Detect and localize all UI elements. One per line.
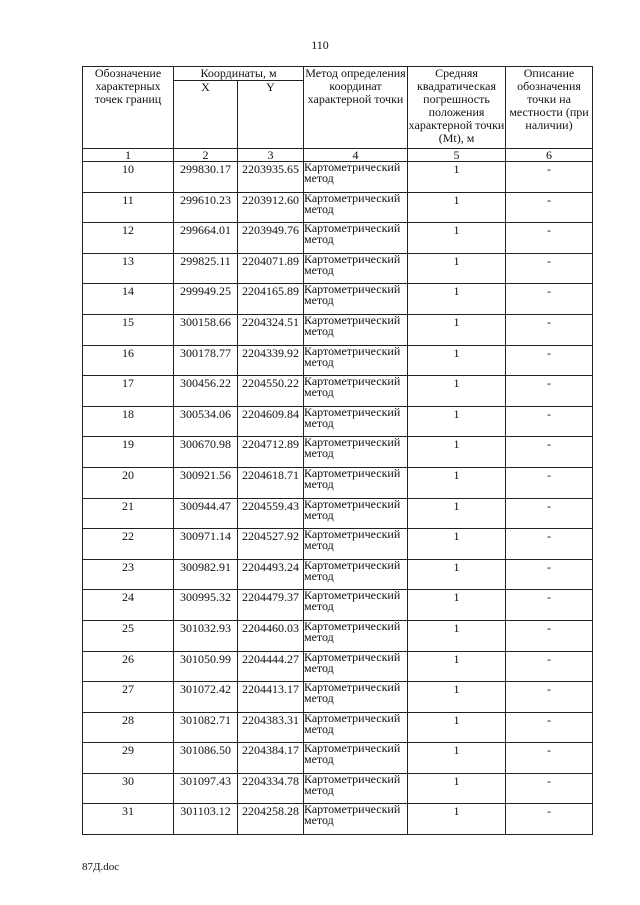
- x-coordinate-cell: 300982.91: [174, 559, 238, 590]
- table-row: [83, 773, 593, 804]
- table-row: [83, 620, 593, 651]
- y-coordinate-cell: 2203949.76: [238, 223, 304, 254]
- table-row: [83, 192, 593, 223]
- mean-error-cell: 1: [408, 498, 506, 529]
- point-id-cell: 25: [83, 620, 174, 651]
- method-cell: Картометрический метод: [304, 651, 408, 682]
- point-id-cell: 23: [83, 559, 174, 590]
- y-coordinate-cell: 2204559.43: [238, 498, 304, 529]
- point-id-cell: 29: [83, 743, 174, 774]
- footer-filename: 87Д.doc: [82, 861, 120, 873]
- x-coordinate-cell: 299825.11: [174, 253, 238, 284]
- header-description: Описание обозначения точки на местности (при наличии): [506, 67, 593, 149]
- table-row: [83, 712, 593, 743]
- point-id-cell: 21: [83, 498, 174, 529]
- mean-error-cell: 1: [408, 284, 506, 315]
- table-row: [83, 529, 593, 560]
- header-coordinates: Координаты, м: [174, 67, 304, 81]
- table-row: [83, 376, 593, 407]
- point-id-cell: 14: [83, 284, 174, 315]
- mean-error-cell: 1: [408, 620, 506, 651]
- x-coordinate-cell: 301082.71: [174, 712, 238, 743]
- point-id-cell: 18: [83, 406, 174, 437]
- y-coordinate-cell: 2204413.17: [238, 682, 304, 713]
- mean-error-cell: 1: [408, 529, 506, 560]
- y-coordinate-cell: 2204165.89: [238, 284, 304, 315]
- mean-error-cell: 1: [408, 223, 506, 254]
- table-row: [83, 437, 593, 468]
- table-row: [83, 590, 593, 621]
- y-coordinate-cell: 2204071.89: [238, 253, 304, 284]
- x-coordinate-cell: 300921.56: [174, 467, 238, 498]
- y-coordinate-cell: 2203912.60: [238, 192, 304, 223]
- description-cell: -: [506, 376, 593, 407]
- point-id-cell: 13: [83, 253, 174, 284]
- mean-error-cell: 1: [408, 682, 506, 713]
- mean-error-cell: 1: [408, 804, 506, 835]
- y-coordinate-cell: 2204479.37: [238, 590, 304, 621]
- point-id-cell: 26: [83, 651, 174, 682]
- table-row: [83, 284, 593, 315]
- mean-error-cell: 1: [408, 192, 506, 223]
- mean-error-cell: 1: [408, 314, 506, 345]
- x-coordinate-cell: 300670.98: [174, 437, 238, 468]
- y-coordinate-cell: 2204258.28: [238, 804, 304, 835]
- x-coordinate-cell: 299610.23: [174, 192, 238, 223]
- table-row: [83, 743, 593, 774]
- method-cell: Картометрический метод: [304, 406, 408, 437]
- method-cell: Картометрический метод: [304, 253, 408, 284]
- description-cell: -: [506, 712, 593, 743]
- point-id-cell: 20: [83, 467, 174, 498]
- mean-error-cell: 1: [408, 376, 506, 407]
- header-point-designation: Обозначение характерных точек границ: [83, 67, 174, 149]
- table-row: [83, 406, 593, 437]
- header-x: X: [174, 81, 238, 149]
- header-method: Метод определения координат характерной точки: [304, 67, 408, 149]
- y-coordinate-cell: 2204384.17: [238, 743, 304, 774]
- description-cell: -: [506, 437, 593, 468]
- point-id-cell: 17: [83, 376, 174, 407]
- description-cell: -: [506, 773, 593, 804]
- x-coordinate-cell: 301072.42: [174, 682, 238, 713]
- description-cell: -: [506, 804, 593, 835]
- method-cell: Картометрический метод: [304, 376, 408, 407]
- y-coordinate-cell: 2204383.31: [238, 712, 304, 743]
- point-id-cell: 22: [83, 529, 174, 560]
- description-cell: -: [506, 406, 593, 437]
- method-cell: Картометрический метод: [304, 529, 408, 560]
- y-coordinate-cell: 2204712.89: [238, 437, 304, 468]
- table-row: [83, 682, 593, 713]
- method-cell: Картометрический метод: [304, 498, 408, 529]
- x-coordinate-cell: 300456.22: [174, 376, 238, 407]
- description-cell: -: [506, 498, 593, 529]
- column-number: 1: [83, 149, 174, 162]
- y-coordinate-cell: 2204618.71: [238, 467, 304, 498]
- y-coordinate-cell: 2204339.92: [238, 345, 304, 376]
- point-id-cell: 31: [83, 804, 174, 835]
- point-id-cell: 24: [83, 590, 174, 621]
- column-number: 3: [238, 149, 304, 162]
- description-cell: -: [506, 743, 593, 774]
- mean-error-cell: 1: [408, 743, 506, 774]
- method-cell: Картометрический метод: [304, 345, 408, 376]
- method-cell: Картометрический метод: [304, 192, 408, 223]
- description-cell: -: [506, 192, 593, 223]
- column-number: 5: [408, 149, 506, 162]
- table-row: [83, 345, 593, 376]
- method-cell: Картометрический метод: [304, 284, 408, 315]
- y-coordinate-cell: 2204550.22: [238, 376, 304, 407]
- y-coordinate-cell: 2204444.27: [238, 651, 304, 682]
- x-coordinate-cell: 301032.93: [174, 620, 238, 651]
- description-cell: -: [506, 620, 593, 651]
- mean-error-cell: 1: [408, 559, 506, 590]
- method-cell: Картометрический метод: [304, 437, 408, 468]
- coordinates-table: [82, 66, 593, 835]
- mean-error-cell: 1: [408, 406, 506, 437]
- x-coordinate-cell: 299664.01: [174, 223, 238, 254]
- description-cell: -: [506, 162, 593, 193]
- mean-error-cell: 1: [408, 773, 506, 804]
- x-coordinate-cell: 300944.47: [174, 498, 238, 529]
- point-id-cell: 19: [83, 437, 174, 468]
- table-row: [83, 314, 593, 345]
- point-id-cell: 27: [83, 682, 174, 713]
- method-cell: Картометрический метод: [304, 743, 408, 774]
- y-coordinate-cell: 2204527.92: [238, 529, 304, 560]
- x-coordinate-cell: 300178.77: [174, 345, 238, 376]
- y-coordinate-cell: 2204609.84: [238, 406, 304, 437]
- x-coordinate-cell: 301097.43: [174, 773, 238, 804]
- table-row: [83, 498, 593, 529]
- method-cell: Картометрический метод: [304, 804, 408, 835]
- column-number: 2: [174, 149, 238, 162]
- header-y: Y: [238, 81, 304, 149]
- point-id-cell: 10: [83, 162, 174, 193]
- y-coordinate-cell: 2204460.03: [238, 620, 304, 651]
- table-row: [83, 559, 593, 590]
- x-coordinate-cell: 299830.17: [174, 162, 238, 193]
- method-cell: Картометрический метод: [304, 559, 408, 590]
- page-number: 110: [311, 38, 329, 52]
- description-cell: -: [506, 590, 593, 621]
- description-cell: -: [506, 345, 593, 376]
- x-coordinate-cell: 300995.32: [174, 590, 238, 621]
- mean-error-cell: 1: [408, 253, 506, 284]
- table-row: [83, 651, 593, 682]
- point-id-cell: 12: [83, 223, 174, 254]
- method-cell: Картометрический метод: [304, 590, 408, 621]
- y-coordinate-cell: 2204334.78: [238, 773, 304, 804]
- table-row: [83, 467, 593, 498]
- method-cell: Картометрический метод: [304, 682, 408, 713]
- x-coordinate-cell: 300534.06: [174, 406, 238, 437]
- mean-error-cell: 1: [408, 162, 506, 193]
- column-number: 4: [304, 149, 408, 162]
- point-id-cell: 15: [83, 314, 174, 345]
- table-row: [83, 223, 593, 254]
- x-coordinate-cell: 301086.50: [174, 743, 238, 774]
- table-row: [83, 253, 593, 284]
- table-row: [83, 162, 593, 193]
- method-cell: Картометрический метод: [304, 620, 408, 651]
- method-cell: Картометрический метод: [304, 162, 408, 193]
- point-id-cell: 16: [83, 345, 174, 376]
- description-cell: -: [506, 284, 593, 315]
- x-coordinate-cell: 301103.12: [174, 804, 238, 835]
- description-cell: -: [506, 314, 593, 345]
- x-coordinate-cell: 300971.14: [174, 529, 238, 560]
- point-id-cell: 30: [83, 773, 174, 804]
- header-mean-error: Средняя квадратическая погрешность положения характерной точки (Mt), м: [408, 67, 506, 149]
- table-row: [83, 804, 593, 835]
- method-cell: Картометрический метод: [304, 223, 408, 254]
- x-coordinate-cell: 299949.25: [174, 284, 238, 315]
- mean-error-cell: 1: [408, 590, 506, 621]
- mean-error-cell: 1: [408, 467, 506, 498]
- description-cell: -: [506, 529, 593, 560]
- x-coordinate-cell: 301050.99: [174, 651, 238, 682]
- method-cell: Картометрический метод: [304, 712, 408, 743]
- y-coordinate-cell: 2204493.24: [238, 559, 304, 590]
- point-id-cell: 11: [83, 192, 174, 223]
- method-cell: Картометрический метод: [304, 314, 408, 345]
- mean-error-cell: 1: [408, 437, 506, 468]
- description-cell: -: [506, 682, 593, 713]
- y-coordinate-cell: 2203935.65: [238, 162, 304, 193]
- mean-error-cell: 1: [408, 345, 506, 376]
- description-cell: -: [506, 253, 593, 284]
- y-coordinate-cell: 2204324.51: [238, 314, 304, 345]
- method-cell: Картометрический метод: [304, 467, 408, 498]
- mean-error-cell: 1: [408, 712, 506, 743]
- description-cell: -: [506, 223, 593, 254]
- x-coordinate-cell: 300158.66: [174, 314, 238, 345]
- description-cell: -: [506, 651, 593, 682]
- column-number: 6: [506, 149, 593, 162]
- description-cell: -: [506, 467, 593, 498]
- mean-error-cell: 1: [408, 651, 506, 682]
- description-cell: -: [506, 559, 593, 590]
- method-cell: Картометрический метод: [304, 773, 408, 804]
- point-id-cell: 28: [83, 712, 174, 743]
